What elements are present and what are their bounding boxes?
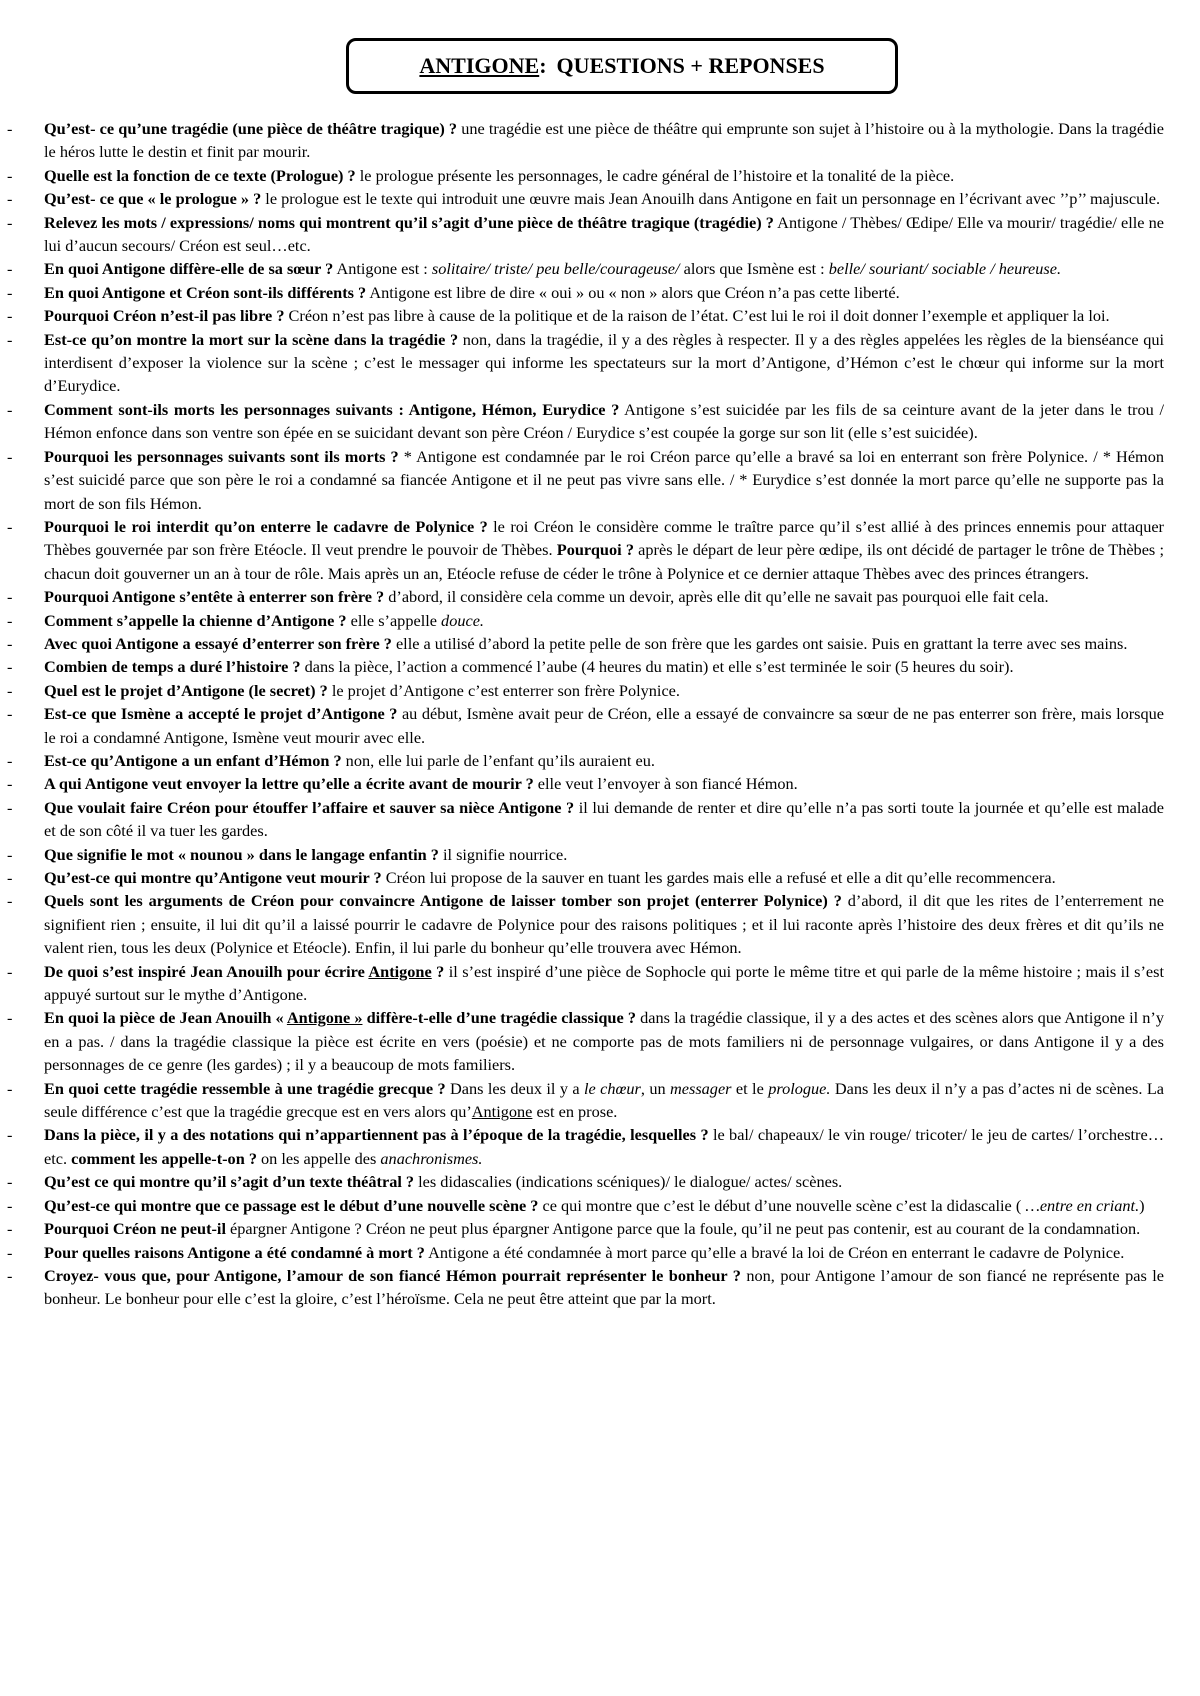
question: Qu’est- ce qu’une tragédie (une pièce de théâtre tragique) ? bbox=[44, 119, 458, 138]
title-separator: : bbox=[539, 53, 547, 78]
answer: il lui demande de renter et dire qu’elle n’a pas sorti toute la journée et qu’elle est malade et de son côté il va tuer les gardes. bbox=[44, 797, 1164, 841]
answer-emphasis: messager bbox=[670, 1078, 732, 1098]
bullet-dash: - bbox=[7, 212, 13, 232]
answer: dans la tragédie classique, il y a des actes et des scènes alors que Antigone il n’y en a pas. / dans la tragédie classique la pièce est écrite en vers (poésie) et ne comporte pas de mots familiers ni de personnage vulgaires, or dans Antigone il y a des personnages de ce genre (les gardes) ; il y a beaucoup de mots familiers. bbox=[44, 1008, 1164, 1075]
question: diffère-t-elle d’une tragédie classique ? bbox=[362, 1008, 636, 1028]
bullet-dash: - bbox=[7, 165, 13, 185]
answer: le prologue présente les personnages, le cadre général de l’histoire et la tonalité de la pièce. bbox=[355, 165, 955, 185]
bullet-dash: - bbox=[7, 282, 13, 302]
answer: elle veut l’envoyer à son fiancé Hémon. bbox=[533, 774, 798, 794]
question: ? bbox=[431, 961, 445, 981]
list-item bbox=[0, 796, 1200, 843]
question: Que voulait faire Créon pour étouffer l’affaire et sauver sa nièce Antigone ? bbox=[44, 797, 575, 817]
answer: Créon lui propose de la sauver en tuant les gardes mais elle a refusé et elle a dit qu’elle recommencera. bbox=[381, 868, 1056, 887]
answer: , un bbox=[640, 1078, 671, 1098]
answer: Antigone est libre de dire « oui » ou « non » alors que Créon n’a pas cette liberté. bbox=[366, 282, 900, 302]
list-item bbox=[0, 1241, 1200, 1264]
list-item bbox=[0, 960, 1200, 1007]
answer: Créon n’est pas libre à cause de la politique et de la raison de l’état. C’est lui le roi il doit donner l’exemple et appliquer la loi. bbox=[284, 306, 1110, 326]
list-item bbox=[0, 1264, 1200, 1311]
list-item bbox=[0, 655, 1200, 678]
bullet-dash: - bbox=[7, 610, 13, 630]
question: Qu’est ce qui montre qu’il s’agit d’un texte théâtral ? bbox=[44, 1172, 415, 1192]
bullet-dash: - bbox=[7, 868, 13, 887]
answer: il s’est inspiré d’une pièce de Sophocle qui porte le même titre et qui parle de la même histoire ; mais il s’est appuyé surtout sur le mythe d’Antigone. bbox=[44, 961, 1164, 1005]
bullet-dash: - bbox=[7, 1008, 13, 1028]
question: De quoi s’est inspiré Jean Anouilh pour écrire bbox=[44, 961, 369, 981]
list-item bbox=[0, 843, 1200, 866]
bullet-dash: - bbox=[7, 797, 13, 817]
question: Pour quelles raisons Antigone a été condamné à mort ? bbox=[44, 1242, 425, 1262]
answer: * Antigone est condamnée par le roi Créon parce qu’elle a bravé sa loi en enterrant son frère Polynice. / * Hémon s’est suicidé parce que son père le roi a condamné sa fiancée Antigone et il ne peut pas vivre sans elle. / * Eurydice s’est donnée la mort parce qu’elle ne supporte pas la mort de son fils Hémon. bbox=[44, 446, 1164, 513]
answer: est en prose. bbox=[532, 1102, 618, 1122]
bullet-dash: - bbox=[7, 657, 13, 677]
list-item bbox=[0, 632, 1200, 655]
list-item bbox=[0, 889, 1200, 959]
bullet-dash: - bbox=[7, 119, 13, 138]
question: Quels sont les arguments de Créon pour convaincre Antigone de laisser tomber son projet (enterrer Polynice) ? bbox=[44, 891, 842, 911]
bullet-dash: - bbox=[7, 1125, 13, 1145]
answer: non, pour Antigone l’amour de son fiancé ne représente pas le bonheur. Le bonheur pour elle c’est la gloire, c’est l’héroïsme. Cela ne peut être atteint que par la mort. bbox=[44, 1265, 1164, 1309]
answer: le prologue est le texte qui introduit une œuvre mais Jean Anouilh dans Antigone en fait un personnage en l’écrivant avec ’’p’’ majuscule. bbox=[261, 189, 1161, 209]
answer: non, elle lui parle de l’enfant qu’ils auraient eu. bbox=[341, 750, 655, 770]
answer: d’abord, il dit que les rites de l’enterrement ne signifient rien ; ensuite, il lui dit qu’il a laissé pourrir le cadavre de Polynice pour des raisons politiques ; et il lui raconte après l’histoire des deux frères et dit qu’ils ne valent rien, tous les deux (Polynice et Etéocle). Enfin, il lui parle du bonheur qu’elle trouvera avec Hémon. bbox=[44, 891, 1165, 958]
bullet-dash: - bbox=[7, 680, 13, 700]
question: Pourquoi les personnages suivants sont ils morts ? bbox=[44, 446, 399, 466]
title-rest: QUESTIONS + REPONSES bbox=[556, 53, 825, 78]
answer: Antigone s’est suicidée par les fils de sa ceinture avant de la jeter dans le trou / Hémon enfonce dans son ventre son épée en se suicidant devant son père Créon / Eurydice s’est coupée la gorge sur son lit (elle s’est suicidée). bbox=[44, 399, 1164, 443]
question: Pourquoi Créon ne peut-il bbox=[44, 1219, 226, 1239]
question: Comment s’appelle la chienne d’Antigone ? bbox=[44, 610, 347, 630]
bullet-dash: - bbox=[7, 1242, 13, 1262]
list-item bbox=[0, 257, 1200, 280]
bullet-dash: - bbox=[7, 1078, 13, 1098]
question: En quoi cette tragédie ressemble à une tragédie grecque ? bbox=[44, 1078, 446, 1098]
bullet-dash: - bbox=[7, 891, 13, 911]
list-item bbox=[0, 679, 1200, 702]
bullet-dash: - bbox=[7, 844, 13, 864]
bullet-dash: - bbox=[7, 329, 13, 349]
answer: après le départ de leur père œdipe, ils ont décidé de partager le trône de Thèbes ; chacun doit gouverner un an à tour de rôle. Mais après un an, Etéocle refuse de céder le trône à Polynice et ce dernier attaque Thèbes avec des princes étrangers. bbox=[44, 540, 1164, 583]
question-underlined: Antigone bbox=[368, 961, 432, 981]
question: Est-ce qu’Antigone a un enfant d’Hémon ? bbox=[44, 750, 342, 770]
question: Pourquoi Antigone s’entête à enterrer son frère ? bbox=[44, 587, 385, 607]
bullet-dash: - bbox=[7, 774, 13, 794]
question: Relevez les mots / expressions/ noms qui montrent qu’il s’agit d’une pièce de théâtre tragique (tragédie) ? bbox=[44, 212, 774, 232]
answer: Dans les deux il y a bbox=[445, 1078, 584, 1098]
question: Quel est le projet d’Antigone (le secret) ? bbox=[44, 680, 328, 700]
answer: les didascalies (indications scéniques)/ le dialogue/ actes/ scènes. bbox=[414, 1172, 843, 1192]
answer: et le bbox=[731, 1078, 769, 1098]
list-item bbox=[0, 445, 1200, 515]
bullet-dash: - bbox=[7, 189, 13, 209]
list-item bbox=[0, 609, 1200, 632]
list-item bbox=[0, 328, 1200, 398]
answer: Antigone est : bbox=[333, 259, 432, 279]
question: Combien de temps a duré l’histoire ? bbox=[44, 657, 301, 677]
list-item bbox=[0, 1194, 1200, 1217]
list-item bbox=[0, 398, 1200, 445]
answer: non, dans la tragédie, il y a des règles à respecter. Il y a des règles appelées les règles de la bienséance qui interdisent d’exposer la violence sur la scène ; c’est le messager qui informe les spectateurs sur la mort d’Antigone, d’Hémon c’est le chœur qui informe sur la mort d’Eurydice. bbox=[44, 329, 1164, 396]
answer: au début, Ismène avait peur de Créon, elle a essayé de convaincre sa sœur de ne pas enterrer son frère, mais lorsque le roi a condamné Antigone, Ismène veut mourir avec elle. bbox=[44, 704, 1164, 747]
question: Qu’est- ce que « le prologue » ? bbox=[44, 189, 262, 209]
answer: elle s’appelle bbox=[346, 610, 442, 630]
answer: Antigone a été condamnée à mort parce qu’elle a bravé la loi de Créon en enterrant le cadavre de Polynice. bbox=[424, 1242, 1125, 1262]
bullet-dash: - bbox=[7, 1265, 13, 1285]
list-item bbox=[0, 702, 1200, 749]
answer: Antigone / Thèbes/ Œdipe/ Elle va mourir/ tragédie/ elle ne lui d’aucun secours/ Créon est seul…etc. bbox=[44, 212, 1164, 256]
answer: dans la pièce, l’action a commencé l’aube (4 heures du matin) et elle s’est terminée le soir (5 heures du soir). bbox=[300, 657, 1014, 677]
answer-emphasis: belle/ souriant/ sociable / heureuse. bbox=[828, 259, 1062, 279]
answer: le projet d’Antigone c’est enterrer son frère Polynice. bbox=[327, 680, 680, 700]
question: Qu’est-ce qui montre qu’Antigone veut mourir ? bbox=[44, 868, 382, 887]
question: Est-ce que Ismène a accepté le projet d’Antigone ? bbox=[44, 704, 398, 724]
answer: on les appelle des bbox=[256, 1148, 381, 1168]
bullet-dash: - bbox=[7, 961, 13, 981]
list-item bbox=[0, 187, 1200, 210]
question: Pourquoi le roi interdit qu’on enterre le cadavre de Polynice ? bbox=[44, 516, 488, 536]
list-item bbox=[0, 1170, 1200, 1193]
question: En quoi Antigone diffère-elle de sa sœur ? bbox=[44, 259, 334, 279]
list-item bbox=[0, 164, 1200, 187]
list-item bbox=[0, 1077, 1200, 1124]
list-item bbox=[0, 281, 1200, 304]
answer-emphasis: prologue. bbox=[768, 1078, 831, 1098]
answer: épargner Antigone ? Créon ne peut plus épargner Antigone parce que la foule, qu’il ne peut pas contenir, est au courant de la condamnation. bbox=[225, 1219, 1141, 1239]
answer-underlined: Antigone bbox=[471, 1102, 533, 1122]
answer-emphasis: douce. bbox=[441, 610, 484, 630]
list-item bbox=[0, 515, 1200, 585]
list-item bbox=[0, 866, 1200, 889]
title-box bbox=[346, 38, 898, 94]
answer: le roi Créon le considère comme le traître parce qu’il s’est allié à des princes ennemis pour attaquer Thèbes gouvernée par son frère Etéocle. Il veut prendre le pouvoir de Thèbes. bbox=[44, 516, 1164, 560]
bullet-dash: - bbox=[7, 704, 13, 724]
answer: elle a utilisé d’abord la petite pelle de son frère que les gardes ont saisie. Puis en grattant la terre avec ses mains. bbox=[391, 633, 1128, 653]
answer: une tragédie est une pièce de théâtre qui emprunte son sujet à l’histoire ou à la mythologie. Dans la tragédie le héros lutte le destin et finit par mourir. bbox=[44, 119, 1164, 162]
question: Avec quoi Antigone a essayé d’enterrer son frère ? bbox=[44, 633, 392, 653]
answer-emphasis: le chœur bbox=[584, 1078, 641, 1098]
question: Dans la pièce, il y a des notations qui n’appartiennent pas à l’époque de la tragédie, lesquelles ? bbox=[44, 1125, 709, 1145]
bullet-dash: - bbox=[7, 516, 13, 536]
bullet-dash: - bbox=[7, 1219, 13, 1239]
bullet-dash: - bbox=[7, 399, 13, 419]
bullet-dash: - bbox=[7, 1195, 13, 1215]
list-item bbox=[0, 772, 1200, 795]
question: Croyez- vous que, pour Antigone, l’amour de son fiancé Hémon pourrait représenter le bonheur ? bbox=[44, 1265, 741, 1285]
list-item bbox=[0, 749, 1200, 772]
answer: Dans les deux il n’y a pas d’actes ni de scènes. La seule différence c’est que la tragédie grecque est en vers alors qu’ bbox=[44, 1078, 1164, 1122]
list-item bbox=[0, 1217, 1200, 1240]
answer: ce qui montre que c’est le début d’une nouvelle scène c’est la didascalie ( bbox=[538, 1195, 1026, 1215]
question: Est-ce qu’on montre la mort sur la scène dans la tragédie ? bbox=[44, 329, 459, 349]
list-item bbox=[0, 1006, 1200, 1076]
question: Quelle est la fonction de ce texte (Prologue) ? bbox=[44, 165, 356, 185]
question: En quoi Antigone et Créon sont-ils différents ? bbox=[44, 282, 367, 302]
list-item bbox=[0, 1123, 1200, 1170]
question: Que signifie le mot « nounou » dans le langage enfantin ? bbox=[44, 844, 439, 864]
answer-emphasis: …entre en criant. bbox=[1025, 1195, 1140, 1215]
question: Comment sont-ils morts les personnages suivants : Antigone, Hémon, Eurydice ? bbox=[44, 399, 620, 419]
question: Pourquoi Créon n’est-il pas libre ? bbox=[44, 306, 285, 326]
list-item bbox=[0, 585, 1200, 608]
bullet-dash: - bbox=[7, 1172, 13, 1192]
answer-emphasis: anachronismes. bbox=[380, 1148, 483, 1168]
bullet-dash: - bbox=[7, 633, 13, 653]
list-item bbox=[0, 117, 1200, 164]
question: En quoi la pièce de Jean Anouilh « bbox=[44, 1008, 287, 1028]
title-main: ANTIGONE bbox=[419, 53, 540, 78]
bullet-dash: - bbox=[7, 306, 13, 326]
answer: alors que Ismène est : bbox=[679, 259, 829, 279]
answer: il signifie nourrice. bbox=[438, 844, 568, 864]
answer: le bal/ chapeaux/ le vin rouge/ tricoter/ le jeu de cartes/ l’orchestre…etc. bbox=[44, 1125, 1164, 1168]
list-item bbox=[0, 304, 1200, 327]
bullet-dash: - bbox=[7, 587, 13, 607]
question: comment les appelle-t-on ? bbox=[71, 1148, 257, 1168]
bullet-dash: - bbox=[7, 259, 13, 279]
answer: d’abord, il considère cela comme un devoir, après elle dit qu’elle ne savait pas pourquoi elle fait cela. bbox=[384, 587, 1049, 607]
question: Pourquoi ? bbox=[556, 540, 634, 560]
qa-list bbox=[0, 117, 1200, 1311]
list-item bbox=[0, 211, 1200, 258]
question: Qu’est-ce qui montre que ce passage est le début d’une nouvelle scène ? bbox=[44, 1195, 539, 1215]
answer-emphasis: solitaire/ triste/ peu belle/courageuse/ bbox=[431, 259, 680, 279]
question: A qui Antigone veut envoyer la lettre qu’elle a écrite avant de mourir ? bbox=[44, 774, 534, 794]
answer: ) bbox=[1139, 1195, 1145, 1215]
question-underlined: Antigone » bbox=[286, 1008, 363, 1028]
bullet-dash: - bbox=[7, 750, 13, 770]
bullet-dash: - bbox=[7, 446, 13, 466]
